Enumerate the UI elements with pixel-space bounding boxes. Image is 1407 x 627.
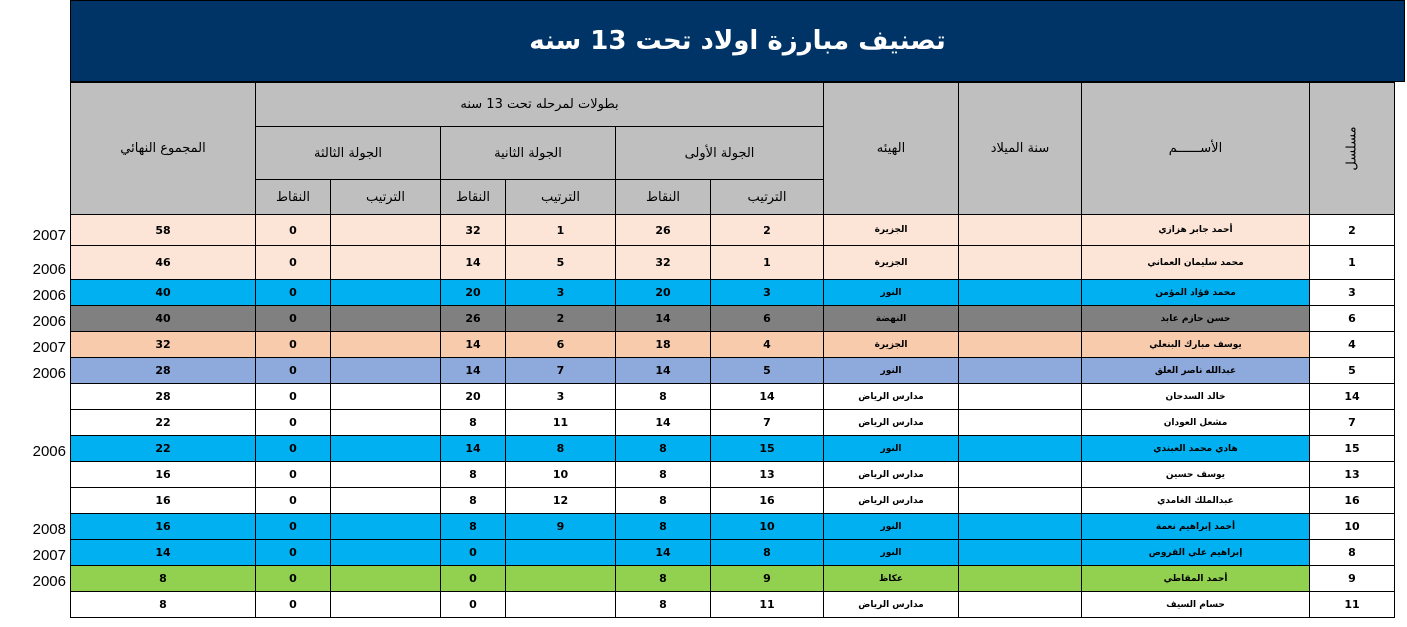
cell-round2-points: 14	[441, 436, 506, 462]
cell-round2-rank: 8	[506, 436, 616, 462]
cell-round3-points: 0	[256, 280, 331, 306]
cell-team: الجزيرة	[824, 332, 959, 358]
cell-round1-points: 26	[616, 215, 711, 246]
cell-team: النور	[824, 358, 959, 384]
header-round2: الجولة الثانية	[441, 127, 616, 180]
cell-round2-points: 26	[441, 306, 506, 332]
cell-team: عكاظ	[824, 566, 959, 592]
table-row	[71, 488, 1395, 514]
cell-round2-points: 0	[441, 540, 506, 566]
cell-round3-rank	[331, 566, 441, 592]
cell-round3-points: 0	[256, 410, 331, 436]
side-year-label: 2006	[32, 261, 66, 278]
header-serial	[1310, 83, 1395, 215]
table-row	[71, 566, 1395, 592]
cell-total: 46	[71, 246, 256, 280]
cell-round3-rank	[331, 215, 441, 246]
header-round1-rank: الترتيب	[711, 180, 824, 215]
header-round3-points: النقاط	[256, 180, 331, 215]
side-year-label: 2006	[32, 313, 66, 330]
cell-round1-rank: 8	[711, 540, 824, 566]
cell-total: 16	[71, 462, 256, 488]
table-row	[71, 332, 1395, 358]
cell-team: النور	[824, 540, 959, 566]
cell-serial: 14	[1310, 384, 1395, 410]
cell-round1-points: 14	[616, 540, 711, 566]
cell-name: حسن حازم عابد	[1082, 306, 1310, 332]
side-year-label: 2006	[32, 365, 66, 382]
side-year-label: 2007	[32, 339, 66, 356]
cell-total: 8	[71, 566, 256, 592]
cell-round2-points: 20	[441, 280, 506, 306]
header-championship-group: بطولات لمرحله تحت 13 سنه	[256, 83, 824, 127]
cell-round3-points: 0	[256, 540, 331, 566]
cell-birth-year	[959, 215, 1082, 246]
cell-birth-year	[959, 540, 1082, 566]
cell-birth-year	[959, 514, 1082, 540]
cell-round2-rank: 9	[506, 514, 616, 540]
cell-total: 28	[71, 384, 256, 410]
cell-round3-points: 0	[256, 514, 331, 540]
cell-name: يوسف حسين	[1082, 462, 1310, 488]
cell-total: 8	[71, 592, 256, 618]
cell-name: عبدالله ناصر العلق	[1082, 358, 1310, 384]
side-year-label: 2007	[32, 227, 66, 244]
header-body: الهيئه	[824, 83, 959, 215]
cell-round2-rank: 6	[506, 332, 616, 358]
cell-round3-points: 0	[256, 488, 331, 514]
cell-round3-rank	[331, 592, 441, 618]
table-row	[71, 215, 1395, 246]
cell-serial: 13	[1310, 462, 1395, 488]
cell-serial: 3	[1310, 280, 1395, 306]
cell-round1-points: 32	[616, 246, 711, 280]
header-round1-points: النقاط	[616, 180, 711, 215]
cell-round2-rank: 3	[506, 280, 616, 306]
cell-round3-points: 0	[256, 566, 331, 592]
table-row	[71, 514, 1395, 540]
cell-round1-points: 20	[616, 280, 711, 306]
cell-team: مدارس الرياض	[824, 410, 959, 436]
cell-round2-rank: 10	[506, 462, 616, 488]
cell-team: الجزيرة	[824, 246, 959, 280]
cell-name: عبدالملك الغامدي	[1082, 488, 1310, 514]
cell-round2-rank: 11	[506, 410, 616, 436]
cell-round1-rank: 16	[711, 488, 824, 514]
cell-round1-rank: 6	[711, 306, 824, 332]
table-row	[71, 540, 1395, 566]
cell-round3-points: 0	[256, 358, 331, 384]
cell-serial: 2	[1310, 215, 1395, 246]
cell-round2-rank	[506, 540, 616, 566]
cell-total: 16	[71, 514, 256, 540]
cell-birth-year	[959, 306, 1082, 332]
header-round3-rank: الترتيب	[331, 180, 441, 215]
cell-serial: 4	[1310, 332, 1395, 358]
cell-team: النور	[824, 280, 959, 306]
cell-team: الجزيرة	[824, 215, 959, 246]
cell-birth-year	[959, 410, 1082, 436]
cell-round1-rank: 7	[711, 410, 824, 436]
cell-round3-points: 0	[256, 462, 331, 488]
cell-round3-rank	[331, 462, 441, 488]
cell-round2-points: 8	[441, 514, 506, 540]
side-year-label: 2006	[32, 573, 66, 590]
cell-team: مدارس الرياض	[824, 384, 959, 410]
cell-round3-points: 0	[256, 436, 331, 462]
cell-serial: 7	[1310, 410, 1395, 436]
cell-birth-year	[959, 566, 1082, 592]
cell-round2-points: 14	[441, 358, 506, 384]
cell-round2-rank: 5	[506, 246, 616, 280]
cell-serial: 5	[1310, 358, 1395, 384]
cell-round3-rank	[331, 410, 441, 436]
cell-serial: 6	[1310, 306, 1395, 332]
side-year-label: 2007	[32, 547, 66, 564]
cell-birth-year	[959, 436, 1082, 462]
cell-team: مدارس الرياض	[824, 592, 959, 618]
header-name: الأســــــم	[1082, 83, 1310, 215]
cell-birth-year	[959, 280, 1082, 306]
header-serial-label: مسلسل	[1344, 126, 1360, 171]
cell-round1-rank: 15	[711, 436, 824, 462]
cell-round3-points: 0	[256, 215, 331, 246]
ranking-sheet	[70, 0, 1407, 627]
cell-name: أحمد المقاطي	[1082, 566, 1310, 592]
cell-round1-rank: 1	[711, 246, 824, 280]
cell-round2-rank: 3	[506, 384, 616, 410]
table-row	[71, 592, 1395, 618]
cell-round1-points: 8	[616, 384, 711, 410]
cell-round1-rank: 2	[711, 215, 824, 246]
side-year-label: 2008	[32, 521, 66, 538]
cell-round1-rank: 11	[711, 592, 824, 618]
cell-name: هادي محمد العبندي	[1082, 436, 1310, 462]
cell-round2-points: 14	[441, 332, 506, 358]
cell-serial: 11	[1310, 592, 1395, 618]
cell-round3-points: 0	[256, 246, 331, 280]
sheet-title-bar	[70, 0, 1405, 82]
cell-birth-year	[959, 462, 1082, 488]
cell-round3-rank	[331, 332, 441, 358]
cell-round2-rank: 7	[506, 358, 616, 384]
cell-round2-points: 14	[441, 246, 506, 280]
cell-serial: 1	[1310, 246, 1395, 280]
header-round2-points: النقاط	[441, 180, 506, 215]
cell-round2-rank	[506, 592, 616, 618]
cell-round3-rank	[331, 358, 441, 384]
cell-name: خالد السدحان	[1082, 384, 1310, 410]
header-round1: الجولة الأولى	[616, 127, 824, 180]
cell-round2-points: 8	[441, 488, 506, 514]
table-row	[71, 358, 1395, 384]
table-row	[71, 246, 1395, 280]
cell-team: مدارس الرياض	[824, 488, 959, 514]
cell-total: 22	[71, 436, 256, 462]
cell-total: 40	[71, 306, 256, 332]
cell-name: محمد فؤاد المؤمن	[1082, 280, 1310, 306]
cell-birth-year	[959, 332, 1082, 358]
header-round2-rank: الترتيب	[506, 180, 616, 215]
cell-total: 40	[71, 280, 256, 306]
cell-total: 16	[71, 488, 256, 514]
table-row	[71, 384, 1395, 410]
cell-team: النور	[824, 436, 959, 462]
cell-name: أحمد جابر هزازي	[1082, 215, 1310, 246]
cell-round2-points: 32	[441, 215, 506, 246]
cell-round2-points: 8	[441, 462, 506, 488]
cell-round1-rank: 4	[711, 332, 824, 358]
cell-team: مدارس الرياض	[824, 462, 959, 488]
cell-round3-rank	[331, 488, 441, 514]
cell-birth-year	[959, 358, 1082, 384]
cell-serial: 8	[1310, 540, 1395, 566]
table-row	[71, 306, 1395, 332]
cell-round3-points: 0	[256, 306, 331, 332]
cell-team: النهضة	[824, 306, 959, 332]
cell-birth-year	[959, 488, 1082, 514]
cell-name: يوسف مبارك البنعلي	[1082, 332, 1310, 358]
cell-round2-points: 0	[441, 592, 506, 618]
cell-name: حسام السيف	[1082, 592, 1310, 618]
cell-round1-rank: 13	[711, 462, 824, 488]
cell-round1-points: 8	[616, 566, 711, 592]
cell-name: مشعل العودان	[1082, 410, 1310, 436]
cell-round3-rank	[331, 436, 441, 462]
birth-year-side-column	[0, 0, 70, 627]
table-row	[71, 462, 1395, 488]
cell-round2-points: 8	[441, 410, 506, 436]
cell-round3-points: 0	[256, 592, 331, 618]
table-row	[71, 410, 1395, 436]
cell-round2-rank: 2	[506, 306, 616, 332]
cell-round1-points: 14	[616, 358, 711, 384]
header-total: المجموع النهائي	[71, 83, 256, 215]
cell-round1-points: 8	[616, 436, 711, 462]
header-round3: الجولة الثالثة	[256, 127, 441, 180]
cell-round2-rank: 12	[506, 488, 616, 514]
cell-round1-rank: 5	[711, 358, 824, 384]
table-row	[71, 436, 1395, 462]
cell-birth-year	[959, 592, 1082, 618]
header-birth-year: سنة الميلاد	[959, 83, 1082, 215]
cell-round3-rank	[331, 384, 441, 410]
cell-total: 22	[71, 410, 256, 436]
table-row	[71, 280, 1395, 306]
cell-serial: 9	[1310, 566, 1395, 592]
cell-round3-points: 0	[256, 332, 331, 358]
cell-round1-points: 8	[616, 592, 711, 618]
cell-total: 28	[71, 358, 256, 384]
cell-round3-points: 0	[256, 384, 331, 410]
cell-round3-rank	[331, 280, 441, 306]
side-year-label: 2006	[32, 443, 66, 460]
cell-name: إبراهيم علي القروص	[1082, 540, 1310, 566]
ranking-table	[70, 82, 1395, 618]
cell-birth-year	[959, 384, 1082, 410]
cell-serial: 16	[1310, 488, 1395, 514]
cell-round1-points: 14	[616, 410, 711, 436]
cell-round3-rank	[331, 306, 441, 332]
cell-round3-rank	[331, 246, 441, 280]
cell-name: أحمد إبراهيم نعمة	[1082, 514, 1310, 540]
cell-round2-points: 20	[441, 384, 506, 410]
cell-round1-rank: 3	[711, 280, 824, 306]
cell-round1-points: 8	[616, 488, 711, 514]
cell-total: 58	[71, 215, 256, 246]
cell-round1-points: 8	[616, 462, 711, 488]
cell-serial: 10	[1310, 514, 1395, 540]
cell-total: 14	[71, 540, 256, 566]
cell-round3-rank	[331, 514, 441, 540]
cell-round1-rank: 10	[711, 514, 824, 540]
cell-round1-points: 14	[616, 306, 711, 332]
sheet-title: تصنيف مبارزة اولاد تحت 13 سنه	[529, 26, 946, 56]
cell-round1-points: 8	[616, 514, 711, 540]
cell-round3-rank	[331, 540, 441, 566]
side-year-label: 2006	[32, 287, 66, 304]
cell-name: محمد سليمان العماني	[1082, 246, 1310, 280]
cell-birth-year	[959, 246, 1082, 280]
cell-team: النور	[824, 514, 959, 540]
cell-round2-rank: 1	[506, 215, 616, 246]
cell-round1-points: 18	[616, 332, 711, 358]
cell-total: 32	[71, 332, 256, 358]
cell-round1-rank: 9	[711, 566, 824, 592]
cell-round2-points: 0	[441, 566, 506, 592]
cell-serial: 15	[1310, 436, 1395, 462]
cell-round2-rank	[506, 566, 616, 592]
cell-round1-rank: 14	[711, 384, 824, 410]
